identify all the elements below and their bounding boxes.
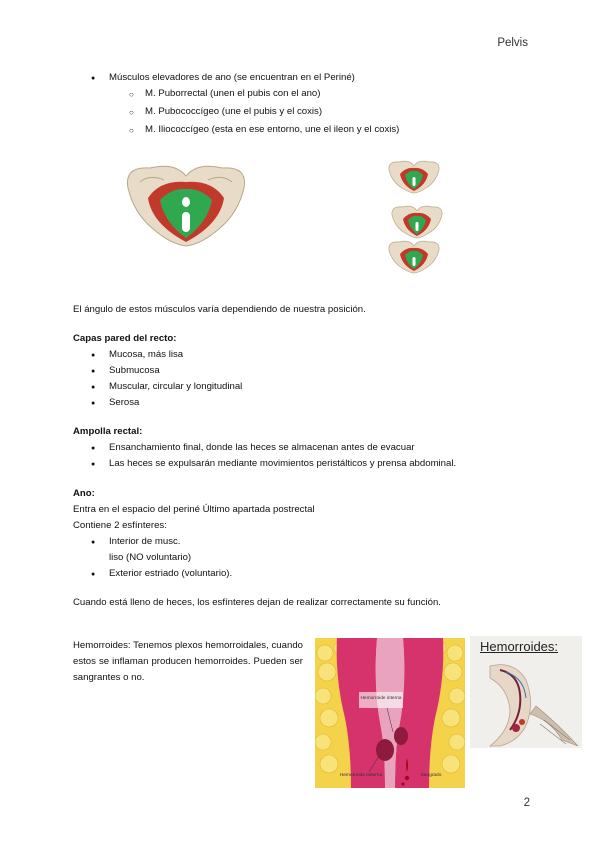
layers-item: ● Serosa (73, 397, 543, 413)
label-internal-hemorrhoid: Hemorroide interna (360, 696, 402, 701)
hemorrhoids-figure-title: Hemorroides: (480, 639, 559, 654)
ampolla-heading: Ampolla rectal: (73, 426, 143, 437)
pelvis-small-illustration-3 (386, 238, 442, 274)
levator-section (73, 72, 543, 142)
ano-line-1: Entra en el espacio del periné Último apartada postrectal (73, 504, 315, 515)
label-bleeding: Sangrado (420, 773, 442, 778)
hemorrhoids-cross-section-illustration (315, 638, 465, 788)
pelvis-floor-illustration (120, 158, 252, 248)
levator-bullet: ● Músculos elevadores de ano (se encuentran en el Periné) (73, 72, 543, 88)
angle-note: El ángulo de estos músculos varía dependiendo de nuestra posición. (73, 304, 366, 315)
ampolla-item: ● Ensanchamiento final, donde las heces se almacenan antes de evacuar (73, 442, 543, 458)
ano-heading: Ano: (73, 488, 95, 499)
ampolla-item: ● Las heces se expulsarán mediante movimientos peristálticos y prensa abdominal. (73, 458, 543, 474)
levator-sub-item: ○ M. Iliococcígeo (esta en ese entorno, une el ileon y el coxis) (73, 124, 543, 142)
page-number: 2 (523, 797, 530, 809)
rectal-ampulla-section (73, 426, 543, 474)
layers-item: ● Submucosa (73, 365, 543, 381)
rectal-wall-layers-section (73, 333, 543, 413)
label-external-hemorrhoid: Hemorroide externa (339, 773, 383, 778)
ano-item-continuation: liso (NO voluntario) (109, 552, 192, 563)
levator-sub-item: ○ M. Puborrectal (unen el pubis con el ano) (73, 88, 543, 106)
layers-item: ● Mucosa, más lisa (73, 349, 543, 365)
pelvis-small-illustration-2 (389, 203, 445, 239)
closing-note: Cuando está lleno de heces, los esfínteres dejan de realizar correctamente su función. (73, 597, 441, 608)
hemorrhoids-sagittal-figure (470, 636, 582, 748)
layers-heading: Capas pared del recto: (73, 333, 177, 344)
page-header-title: Pelvis (497, 37, 528, 49)
ano-item: ● Exterior estriado (voluntario). (73, 568, 543, 584)
anus-section (73, 488, 543, 584)
ano-line-2: Contiene 2 esfínteres: (73, 520, 167, 531)
levator-sub-item: ○ M. Pubococcígeo (une el pubis y el coxis) (73, 106, 543, 124)
pelvis-small-illustration-1 (386, 158, 442, 194)
rectum-sagittal-icon (470, 660, 582, 748)
ano-item: ● Interior de musc. (73, 536, 543, 552)
layers-item: ● Muscular, circular y longitudinal (73, 381, 543, 397)
hemorrhoids-paragraph: Hemorroides: Tenemos plexos hemorroidales, cuando estos se inflaman producen hemorroides. Pueden ser sangrantes o no. (73, 640, 303, 683)
